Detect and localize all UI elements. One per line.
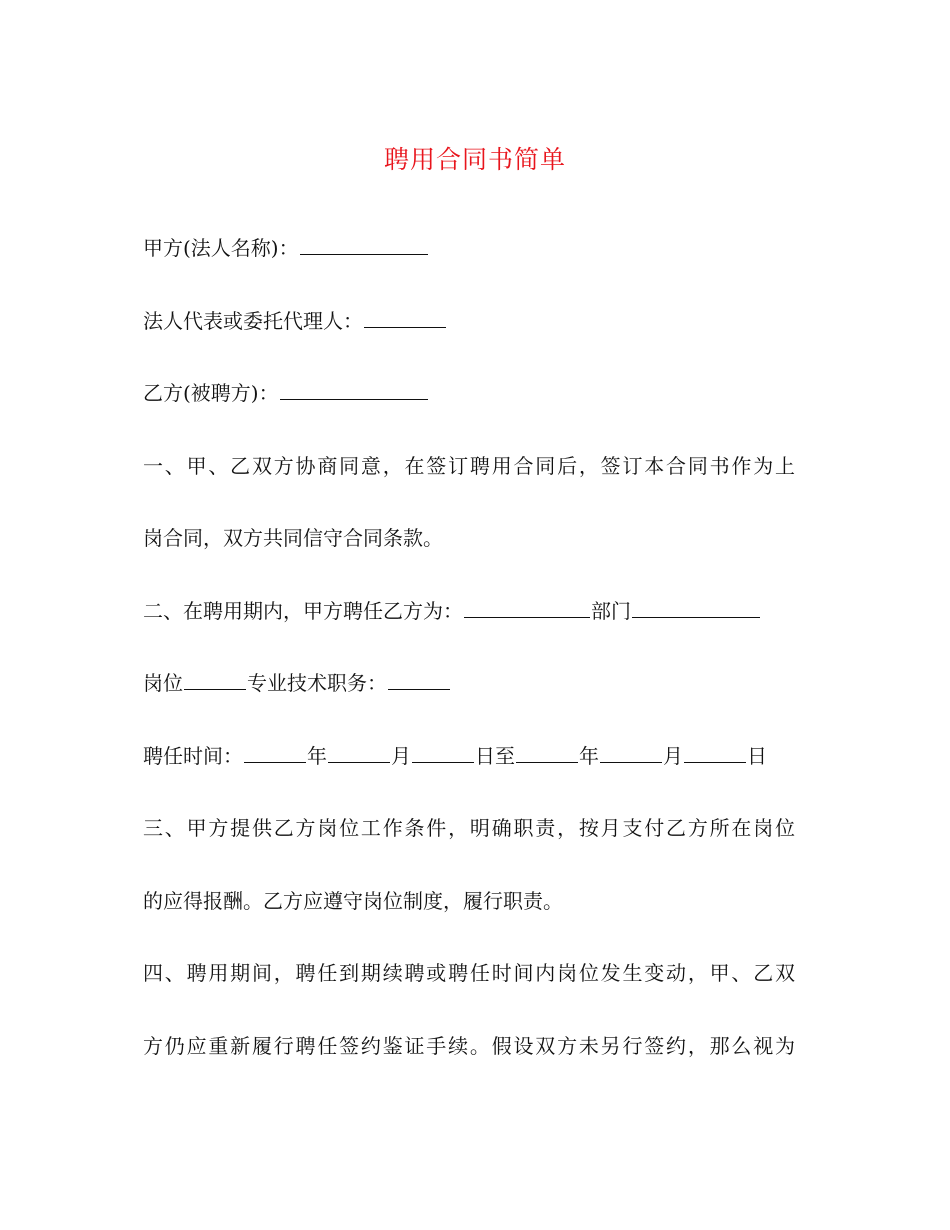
end-day-blank[interactable]	[684, 742, 746, 763]
representative-blank[interactable]	[364, 307, 446, 328]
term-line	[143, 741, 795, 771]
representative-line	[143, 306, 795, 336]
department-label: 部门	[591, 599, 631, 623]
department-blank[interactable]	[632, 597, 760, 618]
title-blank[interactable]	[388, 669, 450, 690]
party-a-name-blank[interactable]	[300, 234, 428, 255]
end-year-blank[interactable]	[516, 742, 578, 763]
document-title: 聘用合同书简单	[383, 145, 566, 174]
start-year-blank[interactable]	[244, 742, 306, 763]
representative-label: 法人代表或委托代理人：	[143, 309, 363, 333]
clause-2-lead: 二、在聘用期内，甲方聘任乙方为：	[143, 599, 463, 623]
party-a-line	[143, 233, 795, 263]
clause-1-line-2: 岗合同，双方共同信守合同条款。	[143, 526, 443, 550]
term-label: 聘任时间：	[143, 744, 243, 768]
position-blank[interactable]	[464, 597, 590, 618]
post-label: 岗位	[143, 671, 183, 695]
end-year-label: 年	[579, 744, 599, 768]
clause-3-line-1: 三、甲方提供乙方岗位工作条件，明确职责，按月支付乙方所在岗位	[143, 816, 795, 840]
start-day-blank[interactable]	[412, 742, 474, 763]
party-b-line	[143, 378, 795, 408]
clause-2-line-1	[143, 596, 795, 626]
title-label: 专业技术职务：	[247, 671, 387, 695]
day-to-label: 日至	[475, 744, 515, 768]
clause-4-line-1: 四、聘用期间，聘任到期续聘或聘任时间内岗位发生变动，甲、乙双	[143, 961, 795, 985]
start-year-label: 年	[307, 744, 327, 768]
post-blank[interactable]	[184, 669, 246, 690]
party-b-label: 乙方(被聘方)：	[143, 381, 279, 405]
start-month-label: 月	[391, 744, 411, 768]
end-day-label: 日	[747, 744, 767, 768]
clause-1-line-1: 一、甲、乙双方协商同意，在签订聘用合同后，签订本合同书作为上	[143, 454, 795, 478]
party-a-label: 甲方(法人名称)：	[143, 236, 299, 260]
end-month-blank[interactable]	[600, 742, 662, 763]
clause-4-line-2: 方仍应重新履行聘任签约鉴证手续。假设双方未另行签约，那么视为	[143, 1034, 795, 1058]
clause-3-line-2: 的应得报酬。乙方应遵守岗位制度，履行职责。	[143, 889, 563, 913]
clause-2-line-2	[143, 668, 795, 698]
party-b-name-blank[interactable]	[280, 379, 428, 400]
start-month-blank[interactable]	[328, 742, 390, 763]
end-month-label: 月	[663, 744, 683, 768]
